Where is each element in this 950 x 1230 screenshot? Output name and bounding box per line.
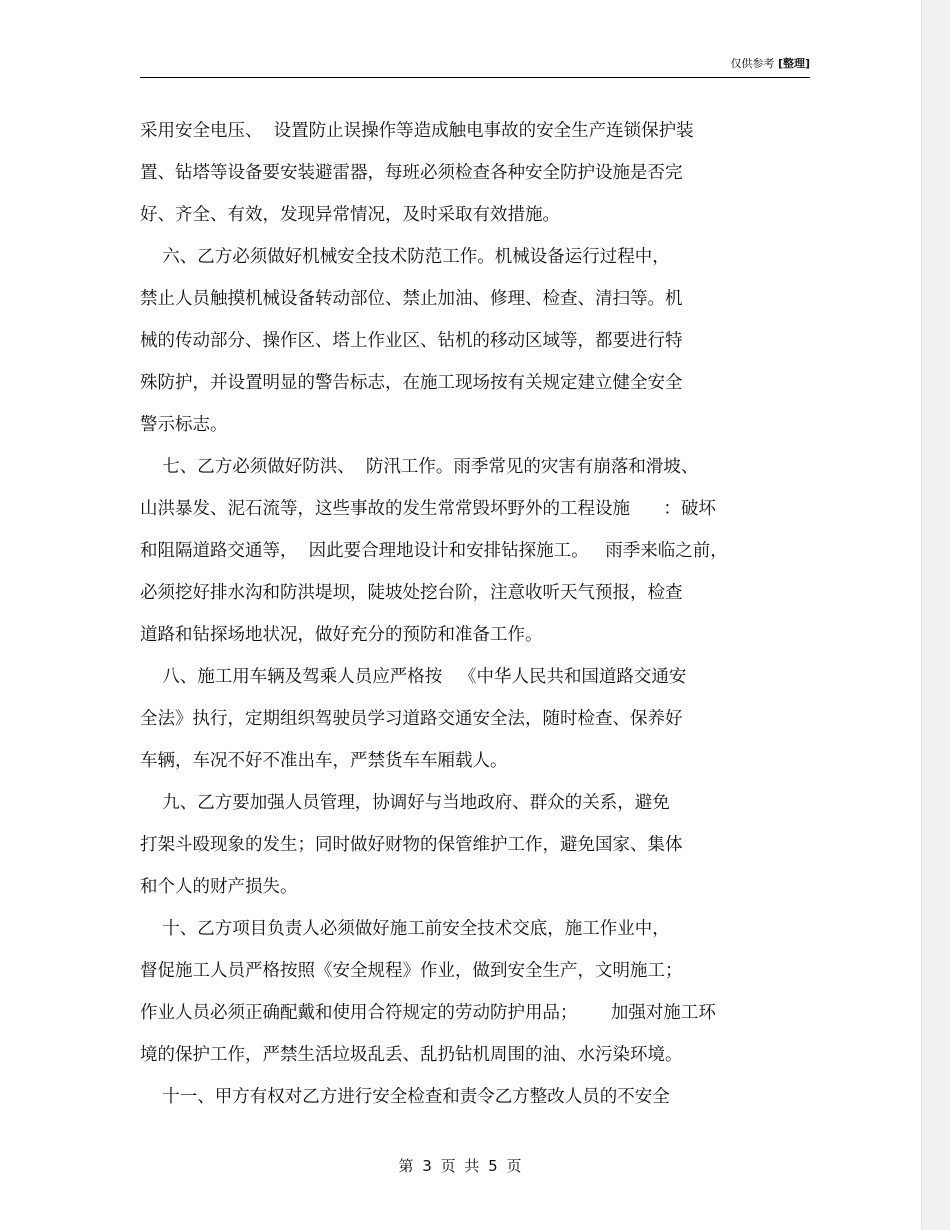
header-text: 仅供参考 <box>730 57 775 70</box>
text-line: 督促施工人员严格按照《安全规程》作业，做到安全生产，文明施工； <box>140 961 683 981</box>
text-line: 和阻隔道路交通等， 因此要合理地设计和安排钻探施工。 雨季来临之前， <box>140 541 728 561</box>
text-line: 七、乙方必须做好防洪、 防汛工作。雨季常见的灾害有崩落和滑坡、 <box>140 457 699 477</box>
text-line: 必须挖好排水沟和防洪堤坝，陡坡处挖台阶，注意收听天气预报，检查 <box>140 583 683 603</box>
text-line: 十一、甲方有权对乙方进行安全检查和责令乙方整改人员的不安全 <box>140 1087 670 1107</box>
body-text <box>140 110 810 1118</box>
text-line: 和个人的财产损失。 <box>140 877 298 897</box>
text-line: 殊防护，并设置明显的警告标志，在施工现场按有关规定建立健全安全 <box>140 373 683 393</box>
text-line: 境的保护工作，严禁生活垃圾乱丢、乱扔钻机周围的油、水污染环境。 <box>140 1045 683 1065</box>
text-line: 十、乙方项目负责人必须做好施工前安全技术交底，施工作业中， <box>140 919 670 939</box>
text-line: 禁止人员触摸机械设备转动部位、禁止加油、修理、检查、清扫等。机 <box>140 289 683 309</box>
text-line: 作业人员必须正确配戴和使用合符规定的劳动防护用品； 加强对施工环 <box>140 1003 716 1023</box>
text-line: 全法》执行，定期组织驾驶员学习道路交通安全法，随时检查、保养好 <box>140 709 683 729</box>
text-line: 八、施工用车辆及驾乘人员应严格按 《中华人民共和国道路交通安 <box>140 667 687 687</box>
text-line: 好、齐全、有效，发现异常情况，及时采取有效措施。 <box>140 205 560 225</box>
text-line: 警示标志。 <box>140 415 228 435</box>
text-line: 六、乙方必须做好机械安全技术防范工作。机械设备运行过程中， <box>140 247 670 267</box>
text-line: 道路和钻探场地状况，做好充分的预防和准备工作。 <box>140 625 543 645</box>
text-line: 置、钻塔等设备要安装避雷器，每班必须检查各种安全防护设施是否完 <box>140 163 683 183</box>
text-line: 打架斗殴现象的发生；同时做好财物的保管维护工作，避免国家、集体 <box>140 835 683 855</box>
page-number-footer: 第 3 页 共 5 页 <box>398 1157 524 1175</box>
text-line: 九、乙方要加强人员管理，协调好与当地政府、群众的关系，避免 <box>140 793 670 813</box>
page-header <box>140 55 810 78</box>
text-line: 械的传动部分、操作区、塔上作业区、钻机的移动区域等，都要进行特 <box>140 331 683 351</box>
text-line: 采用安全电压、 设置防止误操作等造成触电事故的安全生产连锁保护装 <box>140 121 694 141</box>
text-line: 山洪暴发、泥石流等，这些事故的发生常常毁坏野外的工程设施 ：破坏 <box>140 499 716 519</box>
text-line: 车辆，车况不好不准出车，严禁货车车厢载人。 <box>140 751 508 771</box>
header-tag: [整理] <box>777 57 810 70</box>
